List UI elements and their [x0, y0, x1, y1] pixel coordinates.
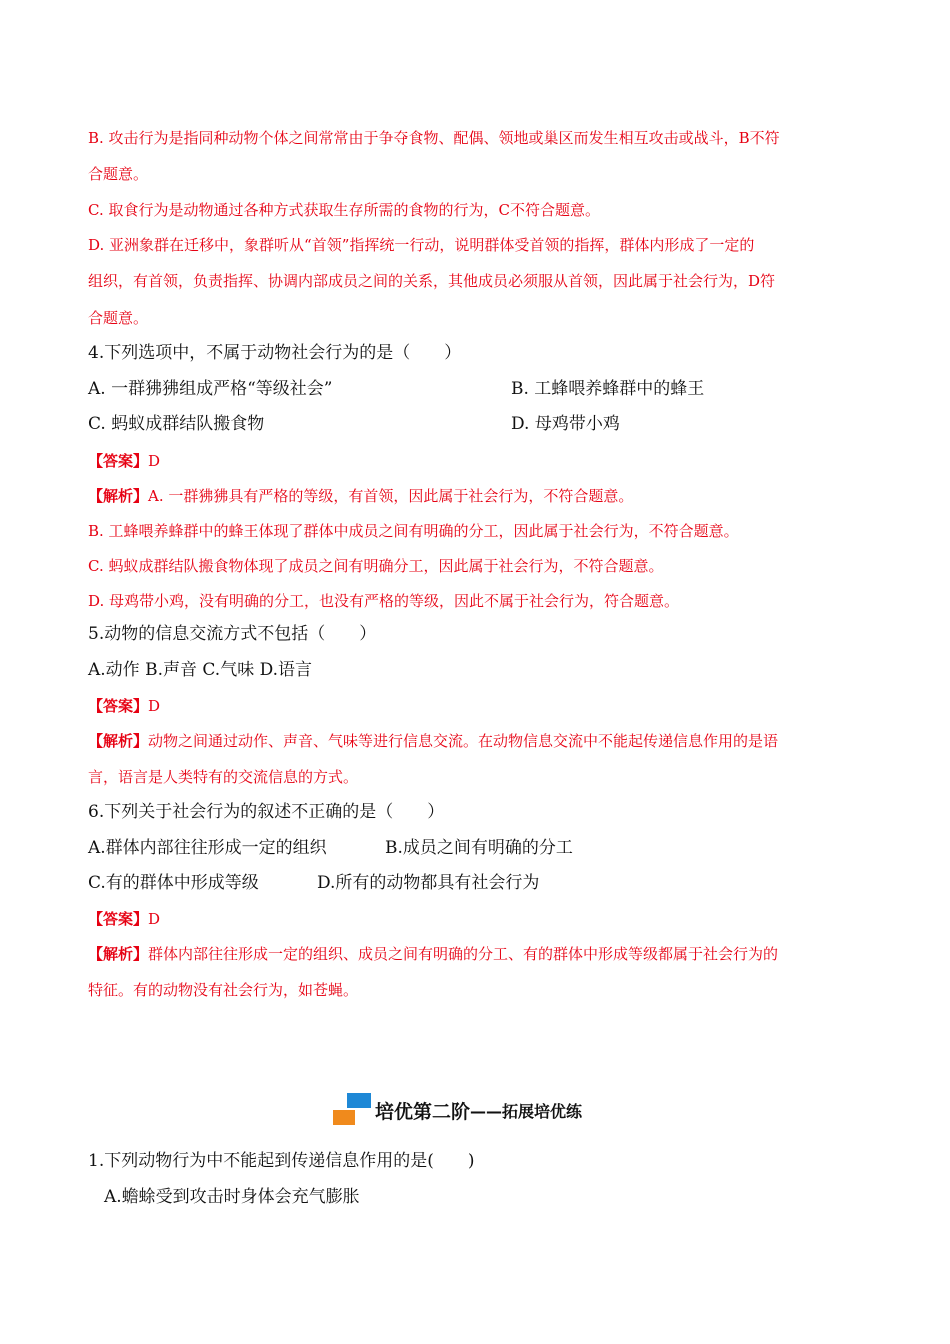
q6-options-row1 [88, 837, 573, 859]
q6-options-row2 [88, 872, 540, 894]
q6-option-b: B.成员之间有明确的分工 [385, 838, 573, 858]
answer-value: D [148, 910, 161, 928]
section-logo-icon [333, 1093, 371, 1127]
answer-value: D [148, 452, 161, 470]
q6-analysis-line2: 特征。有的动物没有社会行为，如苍蝇。 [88, 981, 359, 999]
q3-analysis-b-line2: 合题意。 [88, 165, 149, 183]
q4-stem: 4.下列选项中，不属于动物社会行为的是（ ） [88, 343, 462, 363]
q5-options: A.动作 B.声音 C.气味 D.语言 [88, 660, 313, 680]
analysis-text: 群体内部往往形成一定的组织、成员之间有明确的分工、有的群体中形成等级都属于社会行为的 [148, 945, 779, 963]
q5-analysis-line2: 言，语言是人类特有的交流信息的方式。 [88, 768, 359, 786]
s2-q1-stem: 1.下列动物行为中不能起到传递信息作用的是( ) [88, 1151, 475, 1171]
logo-orange-block [333, 1110, 355, 1125]
logo-blue-block [347, 1093, 371, 1108]
q4-option-b: B. 工蜂喂养蜂群中的蜂王 [511, 379, 705, 399]
q5-analysis-line1 [88, 730, 778, 752]
q4-option-d: D. 母鸡带小鸡 [511, 414, 620, 434]
q6-analysis-line1 [88, 943, 778, 965]
q5-answer [88, 695, 160, 717]
answer-tag: 【答案】 [88, 697, 149, 715]
analysis-text: 动物之间通过动作、声音、气味等进行信息交流。在动物信息交流中不能起传递信息作用的是语 [148, 732, 779, 750]
q4-answer [88, 450, 160, 472]
answer-tag: 【答案】 [88, 910, 149, 928]
analysis-tag: 【解析】 [88, 487, 149, 505]
q4-options-row1 [88, 378, 705, 400]
section-heading [333, 1090, 582, 1130]
analysis-text: A. 一群狒狒具有严格的等级，有首领，因此属于社会行为，不符合题意。 [148, 487, 634, 505]
q4-analysis-a [88, 485, 633, 507]
q3-analysis-d-line1: D. 亚洲象群在迁移中，象群听从“首领”指挥统一行动，说明群体受首领的指挥，群体内形成了一定的 [88, 236, 755, 254]
answer-value: D [148, 697, 161, 715]
q6-option-d: D.所有的动物都具有社会行为 [317, 873, 540, 893]
q3-analysis-b-line1: B. 攻击行为是指同种动物个体之间常常由于争夺食物、配偶、领地或巢区而发生相互攻击或战斗，B不符 [88, 129, 780, 147]
q4-analysis-b: B. 工蜂喂养蜂群中的蜂王体现了群体中成员之间有明确的分工，因此属于社会行为，不符合题意。 [88, 522, 739, 540]
analysis-tag: 【解析】 [88, 732, 149, 750]
q6-option-c: C.有的群体中形成等级 [88, 873, 259, 893]
answer-tag: 【答案】 [88, 452, 149, 470]
q3-analysis-c: C. 取食行为是动物通过各种方式获取生存所需的食物的行为，C不符合题意。 [88, 201, 600, 219]
q4-option-c: C. 蚂蚁成群结队搬食物 [88, 414, 265, 434]
analysis-tag: 【解析】 [88, 945, 149, 963]
q3-analysis-d-line2: 组织，有首领，负责指挥、协调内部成员之间的关系，其他成员必须服从首领，因此属于社会行为，D符 [88, 272, 776, 290]
q4-analysis-c: C. 蚂蚁成群结队搬食物体现了成员之间有明确分工，因此属于社会行为，不符合题意。 [88, 557, 664, 575]
q6-option-a: A.群体内部往往形成一定的组织 [88, 838, 327, 858]
q6-stem: 6.下列关于社会行为的叙述不正确的是（ ） [88, 802, 445, 822]
section-subtitle: ——拓展培优练 [470, 1101, 583, 1121]
q6-answer [88, 908, 160, 930]
section-title: 培优第二阶 [375, 1100, 471, 1123]
q5-stem: 5.动物的信息交流方式不包括（ ） [88, 624, 377, 644]
q4-option-a: A. 一群狒狒组成严格“等级社会” [88, 379, 333, 399]
q4-options-row2 [88, 413, 620, 435]
q4-analysis-d: D. 母鸡带小鸡，没有明确的分工，也没有严格的等级，因此不属于社会行为，符合题意。 [88, 592, 680, 610]
s2-q1-option-a: A.蟾蜍受到攻击时身体会充气膨胀 [104, 1187, 360, 1207]
q3-analysis-d-line3: 合题意。 [88, 309, 149, 327]
